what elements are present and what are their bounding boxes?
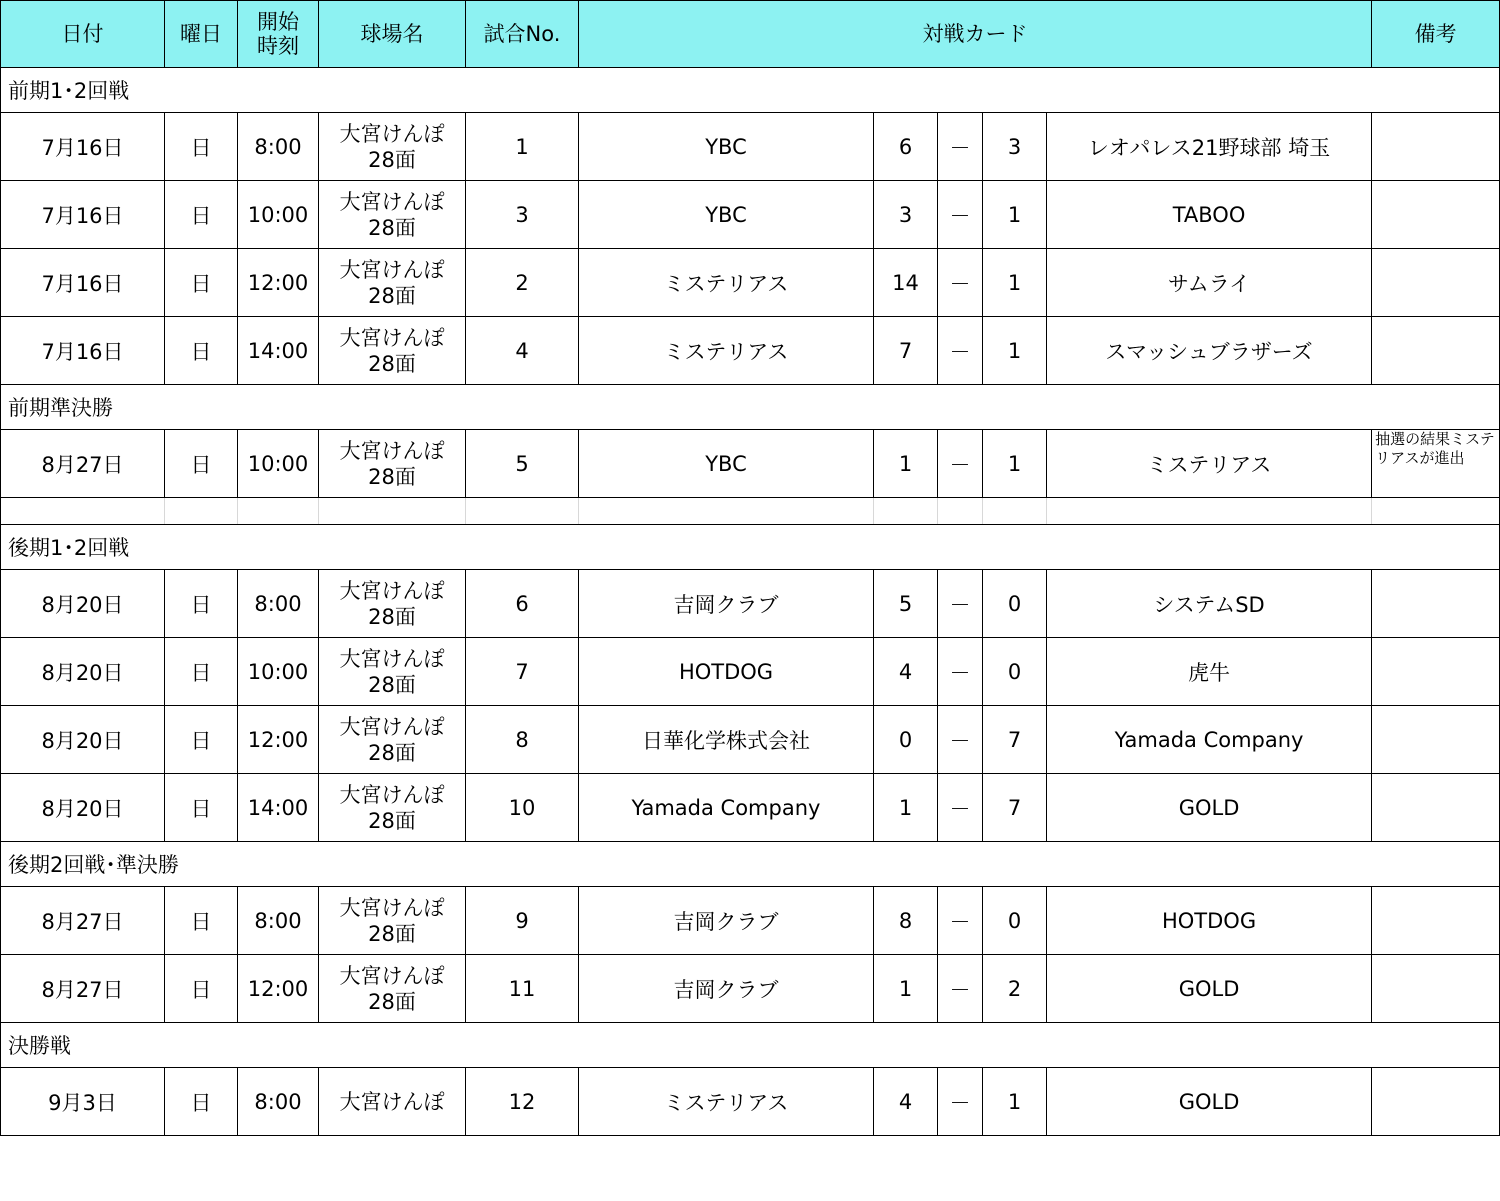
venue-field: 28面 xyxy=(368,808,416,833)
weekday-cell: 日 xyxy=(165,887,238,955)
match-no-cell: 6 xyxy=(466,570,579,638)
home-score-cell: 6 xyxy=(874,113,938,181)
venue-name: 大宮けんぽ xyxy=(339,895,445,920)
match-no-cell: 1 xyxy=(466,113,579,181)
away-score-cell: 2 xyxy=(983,955,1047,1023)
header-card: 対戦カード xyxy=(579,1,1372,68)
date-cell: 8月27日 xyxy=(1,430,165,498)
section-row xyxy=(1,842,1500,887)
notes-cell xyxy=(1372,638,1500,706)
weekday-cell: 日 xyxy=(165,181,238,249)
date-cell: 7月16日 xyxy=(1,113,165,181)
venue-field: 28面 xyxy=(368,672,416,697)
header-venue: 球場名 xyxy=(319,1,466,68)
venue-field: 28面 xyxy=(368,921,416,946)
match-row xyxy=(1,181,1500,249)
home-team-cell: YBC xyxy=(579,181,874,249)
time-cell: 8:00 xyxy=(238,1068,319,1136)
venue-cell xyxy=(319,774,466,842)
venue-cell xyxy=(319,955,466,1023)
notes-cell xyxy=(1372,317,1500,385)
blank-cell xyxy=(1,498,165,525)
score-dash-cell: － xyxy=(938,181,983,249)
home-team-cell: YBC xyxy=(579,430,874,498)
venue-name: 大宮けんぽ xyxy=(339,578,445,603)
match-row xyxy=(1,774,1500,842)
away-team-cell: Yamada Company xyxy=(1047,706,1372,774)
score-dash-cell: － xyxy=(938,570,983,638)
match-no-cell: 4 xyxy=(466,317,579,385)
match-row xyxy=(1,430,1500,498)
home-score-cell: 3 xyxy=(874,181,938,249)
blank-cell xyxy=(1047,498,1372,525)
away-score-cell: 1 xyxy=(983,249,1047,317)
away-score-cell: 0 xyxy=(983,638,1047,706)
weekday-cell: 日 xyxy=(165,113,238,181)
section-title: 決勝戦 xyxy=(1,1023,1500,1068)
home-score-cell: 1 xyxy=(874,430,938,498)
blank-cell xyxy=(238,498,319,525)
home-score-cell: 4 xyxy=(874,638,938,706)
venue-cell xyxy=(319,1068,466,1136)
away-team-cell: システムSD xyxy=(1047,570,1372,638)
venue-field: 28面 xyxy=(368,215,416,240)
away-team-cell: GOLD xyxy=(1047,774,1372,842)
match-no-cell: 10 xyxy=(466,774,579,842)
venue-cell xyxy=(319,638,466,706)
blank-cell xyxy=(466,498,579,525)
date-cell: 8月20日 xyxy=(1,774,165,842)
venue-name: 大宮けんぽ xyxy=(339,1089,445,1114)
time-cell: 10:00 xyxy=(238,430,319,498)
date-cell: 8月20日 xyxy=(1,638,165,706)
date-cell: 9月3日 xyxy=(1,1068,165,1136)
venue-cell xyxy=(319,317,466,385)
match-row xyxy=(1,317,1500,385)
date-cell: 8月20日 xyxy=(1,706,165,774)
away-score-cell: 7 xyxy=(983,706,1047,774)
score-dash-cell: － xyxy=(938,113,983,181)
score-dash-cell: － xyxy=(938,774,983,842)
notes-cell xyxy=(1372,887,1500,955)
venue-name: 大宮けんぽ xyxy=(339,714,445,739)
home-team-cell: ミステリアス xyxy=(579,1068,874,1136)
match-row xyxy=(1,113,1500,181)
blank-cell xyxy=(1372,498,1500,525)
blank-cell xyxy=(579,498,874,525)
venue-cell xyxy=(319,887,466,955)
venue-field: 28面 xyxy=(368,351,416,376)
venue-name: 大宮けんぽ xyxy=(339,121,445,146)
venue-name: 大宮けんぽ xyxy=(339,646,445,671)
score-dash-cell: － xyxy=(938,706,983,774)
blank-cell xyxy=(165,498,238,525)
time-cell: 8:00 xyxy=(238,887,319,955)
home-score-cell: 0 xyxy=(874,706,938,774)
home-score-cell: 4 xyxy=(874,1068,938,1136)
blank-cell xyxy=(319,498,466,525)
weekday-cell: 日 xyxy=(165,774,238,842)
score-dash-cell: － xyxy=(938,430,983,498)
time-cell: 14:00 xyxy=(238,317,319,385)
time-cell: 12:00 xyxy=(238,249,319,317)
notes-cell xyxy=(1372,570,1500,638)
notes-cell xyxy=(1372,706,1500,774)
venue-name: 大宮けんぽ xyxy=(339,963,445,988)
notes-cell xyxy=(1372,113,1500,181)
section-title: 前期1･2回戦 xyxy=(1,68,1500,113)
venue-field: 28面 xyxy=(368,283,416,308)
away-score-cell: 0 xyxy=(983,570,1047,638)
header-notes: 備考 xyxy=(1372,1,1500,68)
notes-cell xyxy=(1372,774,1500,842)
venue-cell xyxy=(319,570,466,638)
match-no-cell: 8 xyxy=(466,706,579,774)
match-no-cell: 12 xyxy=(466,1068,579,1136)
section-title: 後期2回戦･準決勝 xyxy=(1,842,1500,887)
match-no-cell: 7 xyxy=(466,638,579,706)
venue-field: 28面 xyxy=(368,147,416,172)
header-match-no: 試合No. xyxy=(466,1,579,68)
venue-field: 28面 xyxy=(368,464,416,489)
home-team-cell: ミステリアス xyxy=(579,317,874,385)
time-cell: 12:00 xyxy=(238,706,319,774)
score-dash-cell: － xyxy=(938,638,983,706)
venue-cell xyxy=(319,181,466,249)
section-row xyxy=(1,385,1500,430)
section-row xyxy=(1,1023,1500,1068)
home-score-cell: 5 xyxy=(874,570,938,638)
match-row xyxy=(1,955,1500,1023)
time-cell: 10:00 xyxy=(238,181,319,249)
home-team-cell: 吉岡クラブ xyxy=(579,887,874,955)
away-score-cell: 1 xyxy=(983,181,1047,249)
venue-name: 大宮けんぽ xyxy=(339,782,445,807)
date-cell: 7月16日 xyxy=(1,249,165,317)
home-score-cell: 1 xyxy=(874,774,938,842)
time-cell: 8:00 xyxy=(238,570,319,638)
away-team-cell: レオパレス21野球部 埼玉 xyxy=(1047,113,1372,181)
venue-cell xyxy=(319,430,466,498)
date-cell: 7月16日 xyxy=(1,317,165,385)
weekday-cell: 日 xyxy=(165,638,238,706)
home-score-cell: 7 xyxy=(874,317,938,385)
away-score-cell: 1 xyxy=(983,1068,1047,1136)
score-dash-cell: － xyxy=(938,1068,983,1136)
venue-name: 大宮けんぽ xyxy=(339,325,445,350)
away-score-cell: 3 xyxy=(983,113,1047,181)
match-row xyxy=(1,1068,1500,1136)
date-cell: 7月16日 xyxy=(1,181,165,249)
home-score-cell: 8 xyxy=(874,887,938,955)
time-cell: 14:00 xyxy=(238,774,319,842)
home-team-cell: ミステリアス xyxy=(579,249,874,317)
away-team-cell: GOLD xyxy=(1047,955,1372,1023)
home-team-cell: 吉岡クラブ xyxy=(579,570,874,638)
time-cell: 8:00 xyxy=(238,113,319,181)
score-dash-cell: － xyxy=(938,955,983,1023)
home-team-cell: 日華化学株式会社 xyxy=(579,706,874,774)
blank-cell xyxy=(983,498,1047,525)
header-start-time: 開始 時刻 xyxy=(238,1,319,68)
away-score-cell: 1 xyxy=(983,317,1047,385)
away-team-cell: TABOO xyxy=(1047,181,1372,249)
away-team-cell: GOLD xyxy=(1047,1068,1372,1136)
section-row xyxy=(1,525,1500,570)
weekday-cell: 日 xyxy=(165,706,238,774)
header-date: 日付 xyxy=(1,1,165,68)
venue-name: 大宮けんぽ xyxy=(339,257,445,282)
notes-cell: 抽選の結果ミステリアスが進出 xyxy=(1372,430,1500,498)
weekday-cell: 日 xyxy=(165,249,238,317)
match-row xyxy=(1,249,1500,317)
match-row xyxy=(1,638,1500,706)
away-team-cell: HOTDOG xyxy=(1047,887,1372,955)
venue-field: 28面 xyxy=(368,740,416,765)
date-cell: 8月20日 xyxy=(1,570,165,638)
weekday-cell: 日 xyxy=(165,955,238,1023)
score-dash-cell: － xyxy=(938,317,983,385)
section-row xyxy=(1,68,1500,113)
time-cell: 10:00 xyxy=(238,638,319,706)
away-score-cell: 0 xyxy=(983,887,1047,955)
blank-cell xyxy=(938,498,983,525)
venue-name: 大宮けんぽ xyxy=(339,189,445,214)
header-row xyxy=(1,1,1500,68)
score-dash-cell: － xyxy=(938,249,983,317)
home-score-cell: 1 xyxy=(874,955,938,1023)
match-no-cell: 5 xyxy=(466,430,579,498)
away-team-cell: サムライ xyxy=(1047,249,1372,317)
away-score-cell: 7 xyxy=(983,774,1047,842)
weekday-cell: 日 xyxy=(165,317,238,385)
venue-cell xyxy=(319,249,466,317)
home-team-cell: HOTDOG xyxy=(579,638,874,706)
match-row xyxy=(1,887,1500,955)
schedule-body xyxy=(1,68,1500,1136)
match-row xyxy=(1,570,1500,638)
weekday-cell: 日 xyxy=(165,430,238,498)
notes-cell xyxy=(1372,181,1500,249)
match-row xyxy=(1,706,1500,774)
away-team-cell: スマッシュブラザーズ xyxy=(1047,317,1372,385)
time-cell: 12:00 xyxy=(238,955,319,1023)
match-no-cell: 2 xyxy=(466,249,579,317)
away-team-cell: ミステリアス xyxy=(1047,430,1372,498)
blank-cell xyxy=(874,498,938,525)
notes-cell xyxy=(1372,955,1500,1023)
away-team-cell: 虎牛 xyxy=(1047,638,1372,706)
venue-field: 28面 xyxy=(368,604,416,629)
weekday-cell: 日 xyxy=(165,570,238,638)
venue-field: 28面 xyxy=(368,989,416,1014)
match-no-cell: 9 xyxy=(466,887,579,955)
venue-cell xyxy=(319,113,466,181)
date-cell: 8月27日 xyxy=(1,955,165,1023)
score-dash-cell: － xyxy=(938,887,983,955)
venue-cell xyxy=(319,706,466,774)
notes-cell xyxy=(1372,1068,1500,1136)
weekday-cell: 日 xyxy=(165,1068,238,1136)
date-cell: 8月27日 xyxy=(1,887,165,955)
home-team-cell: Yamada Company xyxy=(579,774,874,842)
match-no-cell: 11 xyxy=(466,955,579,1023)
away-score-cell: 1 xyxy=(983,430,1047,498)
header-weekday: 曜日 xyxy=(165,1,238,68)
section-title: 後期1･2回戦 xyxy=(1,525,1500,570)
home-team-cell: YBC xyxy=(579,113,874,181)
notes-cell xyxy=(1372,249,1500,317)
match-no-cell: 3 xyxy=(466,181,579,249)
home-score-cell: 14 xyxy=(874,249,938,317)
venue-name: 大宮けんぽ xyxy=(339,438,445,463)
section-title: 前期準決勝 xyxy=(1,385,1500,430)
home-team-cell: 吉岡クラブ xyxy=(579,955,874,1023)
blank-row xyxy=(1,498,1500,525)
